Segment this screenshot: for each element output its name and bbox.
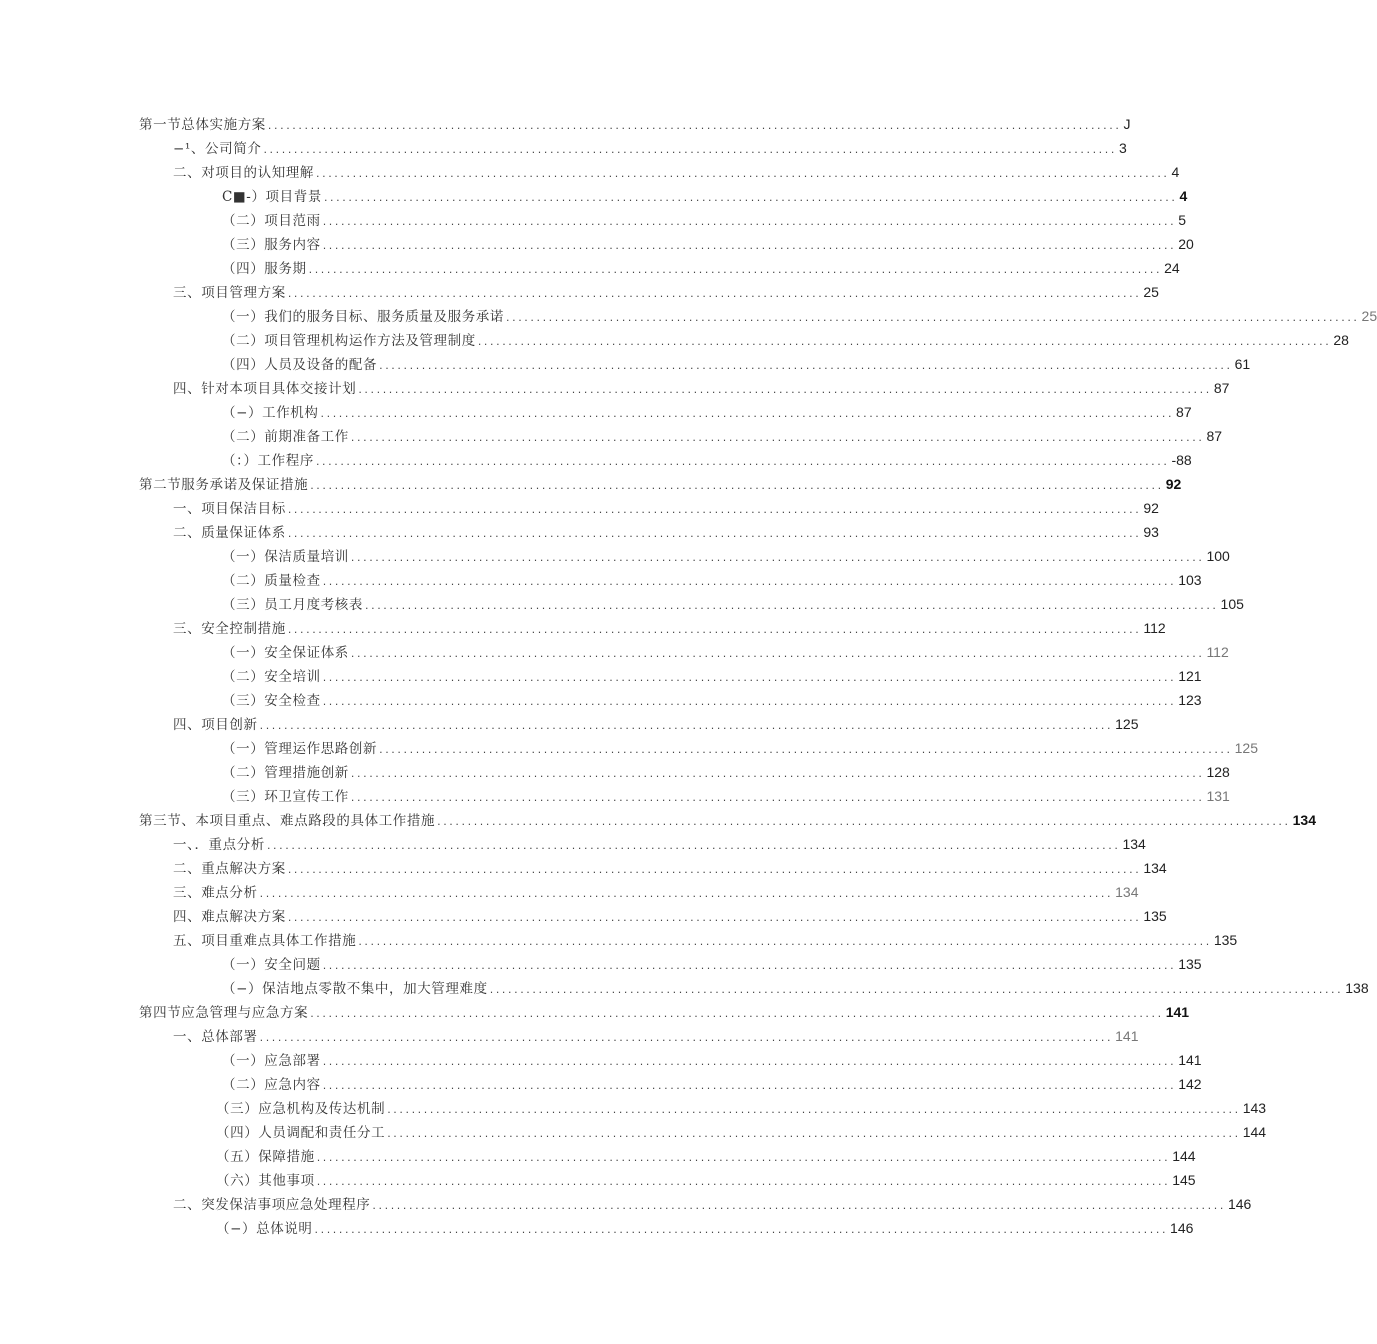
toc-entry-page: 135 bbox=[1178, 956, 1202, 972]
toc-entry[interactable] bbox=[0, 1168, 1196, 1192]
toc-entry[interactable] bbox=[0, 328, 1349, 352]
toc-entry-label: （一）保洁质量培训 bbox=[222, 549, 349, 565]
toc-entry[interactable] bbox=[0, 1144, 1196, 1168]
toc-entry[interactable] bbox=[0, 376, 1230, 400]
toc-entry-page: 3 bbox=[1118, 140, 1127, 156]
toc-entry-page: 134 bbox=[1122, 836, 1146, 852]
toc-entry-label: （三）员工月度考核表 bbox=[222, 597, 363, 613]
toc-entry-page: 134 bbox=[1292, 812, 1316, 828]
toc-entry-label: 三、难点分析 bbox=[173, 885, 258, 901]
toc-entry[interactable] bbox=[0, 904, 1167, 928]
toc-entry[interactable] bbox=[0, 832, 1146, 856]
toc-entry-label: （一）安全问题 bbox=[222, 957, 321, 973]
dot-leader: ............................................................................................................................................ bbox=[267, 119, 1122, 132]
toc-entry-page: 112 bbox=[1143, 620, 1166, 636]
toc-entry-page: 87 bbox=[1176, 404, 1192, 420]
toc-entry-label: （三）环卫宣传工作 bbox=[222, 789, 349, 805]
toc-entry[interactable] bbox=[0, 784, 1230, 808]
toc-entry-page: 143 bbox=[1242, 1100, 1267, 1116]
toc-entry-label: 四、项目创新 bbox=[173, 717, 258, 733]
dot-leader: ............................................................................................................................................ bbox=[323, 191, 1178, 204]
toc-entry-label: （二）项目范雨 bbox=[222, 213, 321, 229]
toc-entry[interactable] bbox=[0, 136, 1127, 160]
toc-entry-page: 25 bbox=[1361, 308, 1377, 324]
toc-entry-page: 134 bbox=[1143, 860, 1167, 876]
toc-entry[interactable] bbox=[0, 448, 1192, 472]
toc-entry[interactable] bbox=[0, 472, 1182, 496]
toc-entry-page: 135 bbox=[1213, 932, 1238, 948]
dot-leader: ............................................................................................................................................ bbox=[287, 527, 1142, 540]
toc-entry[interactable] bbox=[0, 400, 1192, 424]
toc-entry[interactable] bbox=[0, 592, 1244, 616]
toc-entry-page: 61 bbox=[1234, 356, 1251, 372]
dot-leader: ............................................................................................................................................ bbox=[266, 839, 1121, 852]
dot-leader: ............................................................................................................................................ bbox=[287, 287, 1142, 300]
dot-leader: ............................................................................................................................................ bbox=[350, 551, 1205, 564]
toc-entry[interactable] bbox=[0, 952, 1202, 976]
toc-entry-label: 三、安全控制措施 bbox=[173, 621, 286, 637]
toc-entry-page: J bbox=[1123, 116, 1131, 132]
toc-entry-label: 第四节应急管理与应急方案 bbox=[139, 1005, 309, 1021]
toc-entry[interactable] bbox=[0, 760, 1230, 784]
toc-entry-page: 138 bbox=[1345, 980, 1369, 996]
dot-leader: ............................................................................................................................................ bbox=[350, 791, 1205, 804]
toc-entry-label: 一、．重点分析 bbox=[173, 837, 265, 853]
toc-entry-label: （四）服务期 bbox=[222, 261, 307, 277]
toc-entry[interactable] bbox=[0, 304, 1377, 328]
toc-entry-page: 144 bbox=[1242, 1124, 1267, 1140]
toc-entry-page: 134 bbox=[1115, 884, 1139, 900]
dot-leader: ............................................................................................................................................ bbox=[322, 215, 1177, 228]
toc-entry-page: 100 bbox=[1206, 548, 1230, 564]
toc-entry[interactable] bbox=[0, 880, 1139, 904]
dot-leader: ............................................................................................................................................ bbox=[350, 647, 1205, 660]
toc-entry-page: 103 bbox=[1178, 572, 1202, 588]
toc-entry-label: 三、项目管理方案 bbox=[173, 285, 286, 301]
dot-leader: ............................................................................................................................................ bbox=[387, 1103, 1241, 1116]
dot-leader: ............................................................................................................................................ bbox=[287, 623, 1142, 636]
toc-entry[interactable] bbox=[0, 160, 1180, 184]
dot-leader: ............................................................................................................................................ bbox=[322, 1055, 1177, 1068]
toc-entry-label: （一）安全保证体系 bbox=[222, 645, 349, 661]
toc-entry[interactable] bbox=[0, 1096, 1267, 1120]
toc-entry[interactable] bbox=[0, 664, 1202, 688]
toc-entry-page: 123 bbox=[1178, 692, 1202, 708]
toc-entry[interactable] bbox=[0, 232, 1194, 256]
dot-leader: ............................................................................................................................................ bbox=[506, 311, 1360, 324]
toc-entry[interactable] bbox=[0, 736, 1258, 760]
dot-leader: ............................................................................................................................................ bbox=[477, 335, 1332, 348]
toc-entry[interactable] bbox=[0, 520, 1159, 544]
dot-leader: ............................................................................................................................................ bbox=[358, 935, 1212, 948]
toc-entry-page: 125 bbox=[1234, 740, 1258, 756]
dot-leader: ............................................................................................................................................ bbox=[379, 743, 1233, 756]
toc-entry-page: 92 bbox=[1143, 500, 1159, 516]
toc-entry[interactable] bbox=[0, 208, 1187, 232]
toc-entry[interactable] bbox=[0, 976, 1369, 1000]
toc-entry-label: （四）人员调配和责任分工 bbox=[216, 1125, 386, 1141]
dot-leader: ............................................................................................................................................ bbox=[310, 479, 1164, 492]
dot-leader: ............................................................................................................................................ bbox=[358, 383, 1212, 396]
toc-entry-label: （二）安全培训 bbox=[222, 669, 321, 685]
toc-entry[interactable] bbox=[0, 1216, 1194, 1240]
dot-leader: ............................................................................................................................................ bbox=[322, 671, 1177, 684]
toc-entry-label: 二、质量保证体系 bbox=[173, 525, 286, 541]
dot-leader: ............................................................................................................................................ bbox=[259, 887, 1114, 900]
toc-entry-label: （二）前期准备工作 bbox=[222, 429, 349, 445]
toc-entry[interactable] bbox=[0, 424, 1223, 448]
dot-leader: ............................................................................................................................................ bbox=[322, 575, 1177, 588]
toc-entry-label: 第二节服务承诺及保证措施 bbox=[139, 477, 309, 493]
toc-entry-page: 135 bbox=[1143, 908, 1167, 924]
toc-entry[interactable] bbox=[0, 1072, 1202, 1096]
toc-entry-page: 128 bbox=[1206, 764, 1230, 780]
toc-entry-page: 121 bbox=[1178, 668, 1202, 684]
dot-leader: ............................................................................................................................................ bbox=[316, 1151, 1171, 1164]
dot-leader: ............................................................................................................................................ bbox=[315, 455, 1170, 468]
dot-leader: ............................................................................................................................................ bbox=[365, 599, 1219, 612]
toc-entry-label: （五）保障措施 bbox=[216, 1149, 315, 1165]
dot-leader: ............................................................................................................................................ bbox=[287, 503, 1142, 516]
dot-leader: ............................................................................................................................................ bbox=[287, 863, 1142, 876]
toc-entry-label: 二、重点解决方案 bbox=[173, 861, 286, 877]
toc-entry[interactable] bbox=[0, 112, 1131, 136]
toc-entry-label: （一）应急部署 bbox=[222, 1053, 321, 1069]
toc-entry[interactable] bbox=[0, 712, 1139, 736]
toc-entry-label: （六）其他事项 bbox=[216, 1173, 315, 1189]
toc-entry-page: 145 bbox=[1172, 1172, 1196, 1188]
dot-leader: ............................................................................................................................................ bbox=[316, 167, 1170, 180]
toc-entry[interactable] bbox=[0, 808, 1316, 832]
dot-leader: ............................................................................................................................................ bbox=[322, 1079, 1177, 1092]
toc-entry[interactable] bbox=[0, 1192, 1252, 1216]
toc-entry-page: 24 bbox=[1164, 260, 1180, 276]
toc-entry[interactable] bbox=[0, 496, 1159, 520]
dot-leader: ............................................................................................................................................ bbox=[259, 719, 1114, 732]
toc-entry-page: 25 bbox=[1143, 284, 1159, 300]
toc-entry-page: 144 bbox=[1172, 1148, 1196, 1164]
toc-entry-label: （三）安全检查 bbox=[222, 693, 321, 709]
toc-entry-page: 28 bbox=[1333, 332, 1349, 348]
toc-entry-label: 四、针对本项目具体交接计划 bbox=[173, 381, 357, 397]
toc-entry[interactable] bbox=[0, 688, 1202, 712]
table-of-contents bbox=[0, 112, 1377, 1240]
toc-entry-page: 141 bbox=[1165, 1004, 1190, 1020]
toc-entry-page: 93 bbox=[1143, 524, 1159, 540]
toc-entry-label: （−）总体说明 bbox=[216, 1221, 313, 1237]
toc-entry-page: 146 bbox=[1227, 1196, 1252, 1212]
toc-entry-label: （一）我们的服务目标、服务质量及服务承诺 bbox=[222, 309, 504, 325]
dot-leader: ............................................................................................................................................ bbox=[322, 959, 1177, 972]
toc-entry-page: 4 bbox=[1179, 188, 1188, 204]
toc-entry-label: （−）工作机构 bbox=[222, 405, 319, 421]
toc-entry-page: 20 bbox=[1178, 236, 1194, 252]
toc-entry-label: （二）项目管理机构运作方法及管理制度 bbox=[222, 333, 476, 349]
toc-entry[interactable] bbox=[0, 1024, 1139, 1048]
toc-entry-page: 92 bbox=[1165, 476, 1182, 492]
toc-entry-label: 二、突发保洁事项应急处理程序 bbox=[173, 1197, 371, 1213]
dot-leader: ............................................................................................................................................ bbox=[322, 239, 1177, 252]
dot-leader: ............................................................................................................................................ bbox=[263, 143, 1117, 156]
toc-entry-label: （二）管理措施创新 bbox=[222, 765, 349, 781]
toc-entry-label: （：）工作程序 bbox=[222, 453, 314, 469]
toc-entry-page: 112 bbox=[1206, 644, 1229, 660]
toc-entry-label: （三）服务内容 bbox=[222, 237, 321, 253]
toc-entry-page: 87 bbox=[1213, 380, 1230, 396]
toc-entry-label: 第一节总体实施方案 bbox=[139, 117, 266, 133]
dot-leader: ............................................................................................................................................ bbox=[287, 911, 1142, 924]
dot-leader: ............................................................................................................................................ bbox=[316, 1175, 1171, 1188]
toc-entry[interactable] bbox=[0, 568, 1202, 592]
dot-leader: ............................................................................................................................................ bbox=[379, 359, 1233, 372]
toc-entry-label: 一、项目保洁目标 bbox=[173, 501, 286, 517]
toc-entry[interactable] bbox=[0, 544, 1230, 568]
toc-entry-page: 141 bbox=[1115, 1028, 1139, 1044]
dot-leader: ............................................................................................................................................ bbox=[310, 1007, 1164, 1020]
dot-leader: ............................................................................................................................................ bbox=[322, 695, 1177, 708]
toc-entry[interactable] bbox=[0, 352, 1251, 376]
toc-entry-label: （二）质量检查 bbox=[222, 573, 321, 589]
toc-entry-page: 142 bbox=[1178, 1076, 1202, 1092]
toc-entry[interactable] bbox=[0, 256, 1180, 280]
toc-entry[interactable] bbox=[0, 1000, 1190, 1024]
dot-leader: ............................................................................................................................................ bbox=[320, 407, 1175, 420]
dot-leader: ............................................................................................................................................ bbox=[350, 431, 1205, 444]
toc-entry-label: 第三节、本项目重点、难点路段的具体工作措施 bbox=[139, 813, 436, 829]
toc-entry-label: （二）应急内容 bbox=[222, 1077, 321, 1093]
toc-entry-label: 二、对项目的认知理解 bbox=[173, 165, 314, 181]
dot-leader: ............................................................................................................................................ bbox=[350, 767, 1205, 780]
dot-leader: ............................................................................................................................................ bbox=[372, 1199, 1226, 1212]
toc-entry-page: 131 bbox=[1206, 788, 1230, 804]
toc-entry-label: （三）应急机构及传达机制 bbox=[216, 1101, 386, 1117]
toc-entry-label: （四）人员及设备的配备 bbox=[222, 357, 378, 373]
toc-entry[interactable] bbox=[0, 280, 1159, 304]
toc-entry-page: 5 bbox=[1178, 212, 1187, 228]
toc-entry-page: 146 bbox=[1170, 1220, 1194, 1236]
toc-entry-label: 四、难点解决方案 bbox=[173, 909, 286, 925]
toc-entry-label: 五、项目重难点具体工作措施 bbox=[173, 933, 357, 949]
toc-entry-page: 87 bbox=[1206, 428, 1223, 444]
dot-leader: ............................................................................................................................................ bbox=[387, 1127, 1241, 1140]
dot-leader: ............................................................................................................................................ bbox=[259, 1031, 1114, 1044]
toc-entry[interactable] bbox=[0, 928, 1238, 952]
toc-entry-label: （一）管理运作思路创新 bbox=[222, 741, 378, 757]
toc-entry[interactable] bbox=[0, 184, 1188, 208]
toc-entry-label: 一、总体部署 bbox=[173, 1029, 258, 1045]
toc-entry-page: 125 bbox=[1115, 716, 1139, 732]
toc-entry-page: 4 bbox=[1171, 164, 1180, 180]
dot-leader: ............................................................................................................................................ bbox=[308, 263, 1163, 276]
toc-entry-label: −¹、公司简介 bbox=[173, 141, 262, 157]
dot-leader: ............................................................................................................................................ bbox=[314, 1223, 1169, 1236]
dot-leader: ............................................................................................................................................ bbox=[489, 983, 1344, 996]
toc-entry-page: 105 bbox=[1220, 596, 1244, 612]
toc-entry[interactable] bbox=[0, 856, 1167, 880]
dot-leader: ............................................................................................................................................ bbox=[437, 815, 1291, 828]
toc-entry[interactable] bbox=[0, 1048, 1202, 1072]
toc-entry-page: -88 bbox=[1171, 452, 1192, 468]
toc-entry-label: （−）保洁地点零散不集中，加大管理难度 bbox=[222, 981, 488, 997]
toc-entry-page: 141 bbox=[1178, 1052, 1202, 1068]
toc-entry[interactable] bbox=[0, 1120, 1267, 1144]
toc-entry-label: C■-）项目背景 bbox=[222, 189, 322, 205]
toc-entry[interactable] bbox=[0, 640, 1229, 664]
toc-entry[interactable] bbox=[0, 616, 1166, 640]
